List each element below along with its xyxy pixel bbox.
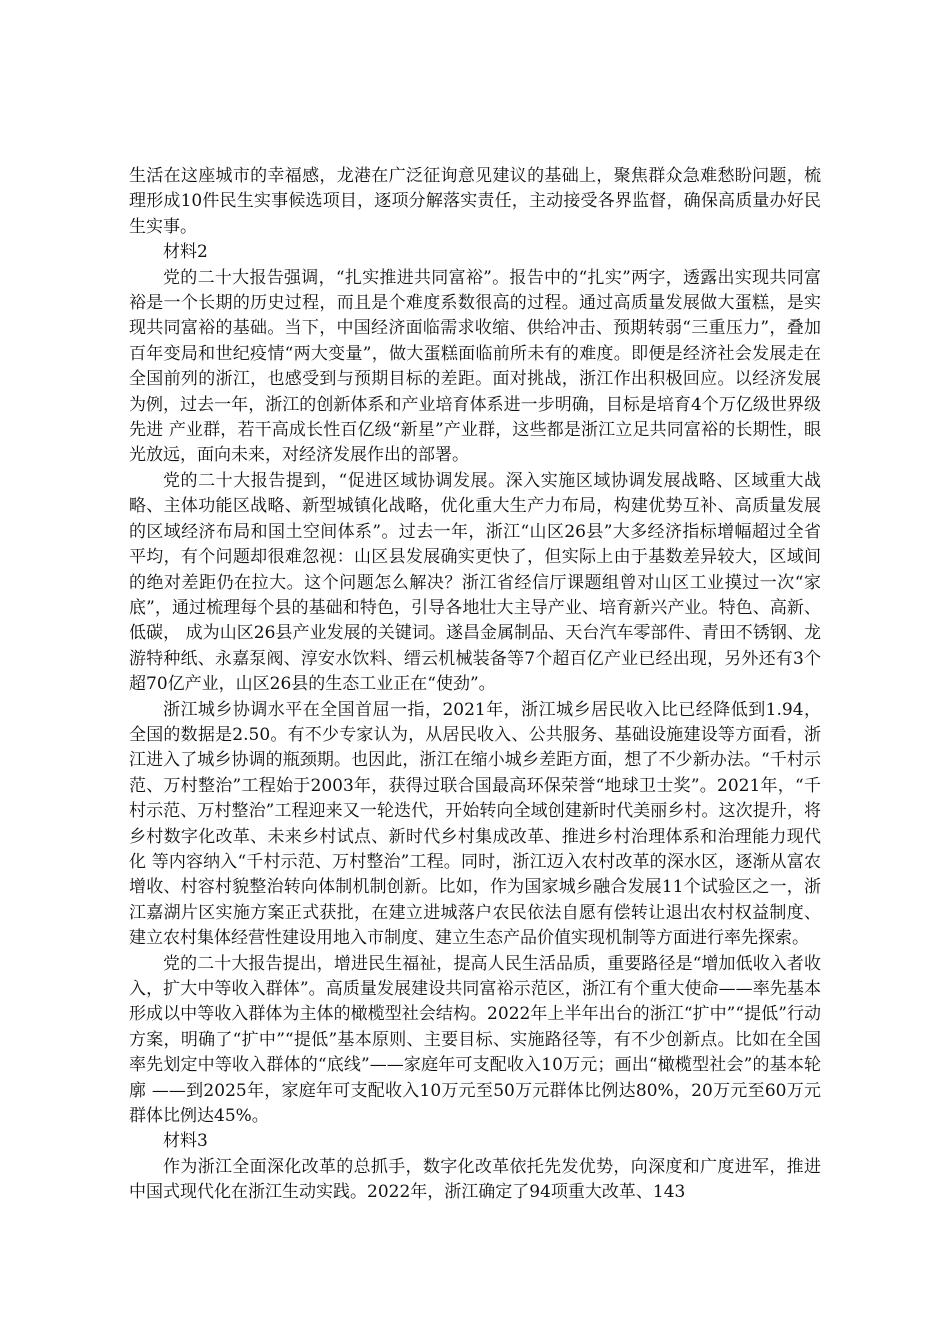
paragraph-urban-rural: 浙江城乡协调水平在全国首屈一指，2021年，浙江城乡居民收入比已经降低到1.94，全国的数据是2.50。有不少专家认为，从居民收入、公共服务、基础设施建设等方面看，浙江进入了城乡协调的瓶颈期。也因此，浙江在缩小城乡差距方面，想了不少新办法。“千村示范、万村整治”工程始于2003年，获得过联合国最高环保荣誉“地球卫士奖”。2021年，“千村示范、万村整治”工程迎来又一轮迭代，开始转向全域创建新时代美丽乡村。这次提升，将乡村数字化改革、未来乡村试点、新时代乡村集成改革、推进乡村治理体系和治理能力现代化 等内容纳入“千村示范、万村整治”工程。同时，浙江迈入农村改革的深水区，逐渐从富农增收、村容村貌整治转向体制机制创新。比如，作为国家城乡融合发展11个试验区之一，浙江嘉湖片区实施方案正式获批，在建立进城落户农民依法自愿有偿转让退出农村权益制度、建立农村集体经营性建设用地入市制度、建立生态产品价值实现机制等方面进行率先探索。 [129,699,821,949]
document-body [129,164,821,1206]
paragraph-middle-income: 党的二十大报告提出，增进民生福祉，提高人民生活品质，重要路径是“增加低收入者收入，扩大中等收入群体”。高质量发展建设共同富裕示范区，浙江有个重大使命——率先基本形成以中等收入群体为主体的橄榄型社会结构。2022年上半年出台的浙江“扩中”“提低”行动方案，明确了“扩中”“提低”基本原则、主要目标、实施路径等，有不少创新点。比如在全国率先划定中等收入群体的“底线”——家庭年可支配收入10万元；画出“橄榄型社会”的基本轮廓 ——到2025年，家庭年可支配收入10万元至50万元群体比例达80%，20万元至60万元群体比例达45%。 [129,953,821,1127]
material-3-heading: 材料3 [163,1131,208,1152]
material-2-heading: 材料2 [163,242,208,263]
paragraph-common-prosperity: 党的二十大报告强调，“扎实推进共同富裕”。报告中的“扎实”两字，透露出实现共同富裕是一个长期的历史过程，而且是个难度系数很高的过程。通过高质量发展做大蛋糕，是实现共同富裕的基础。当下，中国经济面临需求收缩、供给冲击、预期转弱“三重压力”，叠加百年变局和世纪疫情“两大变量”，做大蛋糕面临前所未有的难度。即便是经济社会发展走在全国前列的浙江，也感受到与预期目标的差距。面对挑战，浙江作出积极回应。以经济发展为例，过去一年，浙江的创新体系和产业培育体系进一步明确，目标是培育4个万亿级世界级先进 产业群，若干高成长性百亿级“新星”产业群，这些都是浙江立足共同富裕的长期性，眼光放远，面向未来，对经济发展作出的部署。 [129,267,821,466]
paragraph-digital-reform: 作为浙江全面深化改革的总抓手，数字化改革依托先发优势，向深度和广度进军，推进中国式现代化在浙江生动实践。2022年，浙江确定了94项重大改革、143 [129,1156,821,1203]
paragraph-regional-coordination: 党的二十大报告提到，“促进区域协调发展。深入实施区域协调发展战略、区域重大战略、主体功能区战略、新型城镇化战略，优化重大生产力布局，构建优势互补、高质量发展的区域经济布局和国土空间体系”。过去一年，浙江“山区26县”大多经济指标增幅超过全省平均，有个问题却很难忽视：山区县发展确实更快了，但实际上由于基数差异较大，区域间的绝对差距仍在拉大。这个问题怎么解决？浙江省经信厅课题组曾对山区工业摸过一次“家底”，通过梳理每个县的基础和特色，引导各地壮大主导产业、培育新兴产业。特色、高新、低碳， 成为山区26县产业发展的关键词。遂昌金属制品、天台汽车零部件、青田不锈钢、龙游特种纸、永嘉泵阀、淳安水饮料、缙云机械装备等7个超百亿产业已经出现，另外还有3个超70亿产业，山区26县的生态工业正在“使劲”。 [129,470,821,695]
paragraph-continuation: 生活在这座城市的幸福感，龙港在广泛征询意见建议的基础上，聚焦群众急难愁盼问题，梳理形成10件民生实事候选项目，逐项分解落实责任，主动接受各界监督，确保高质量办好民生实事。 [129,166,821,237]
